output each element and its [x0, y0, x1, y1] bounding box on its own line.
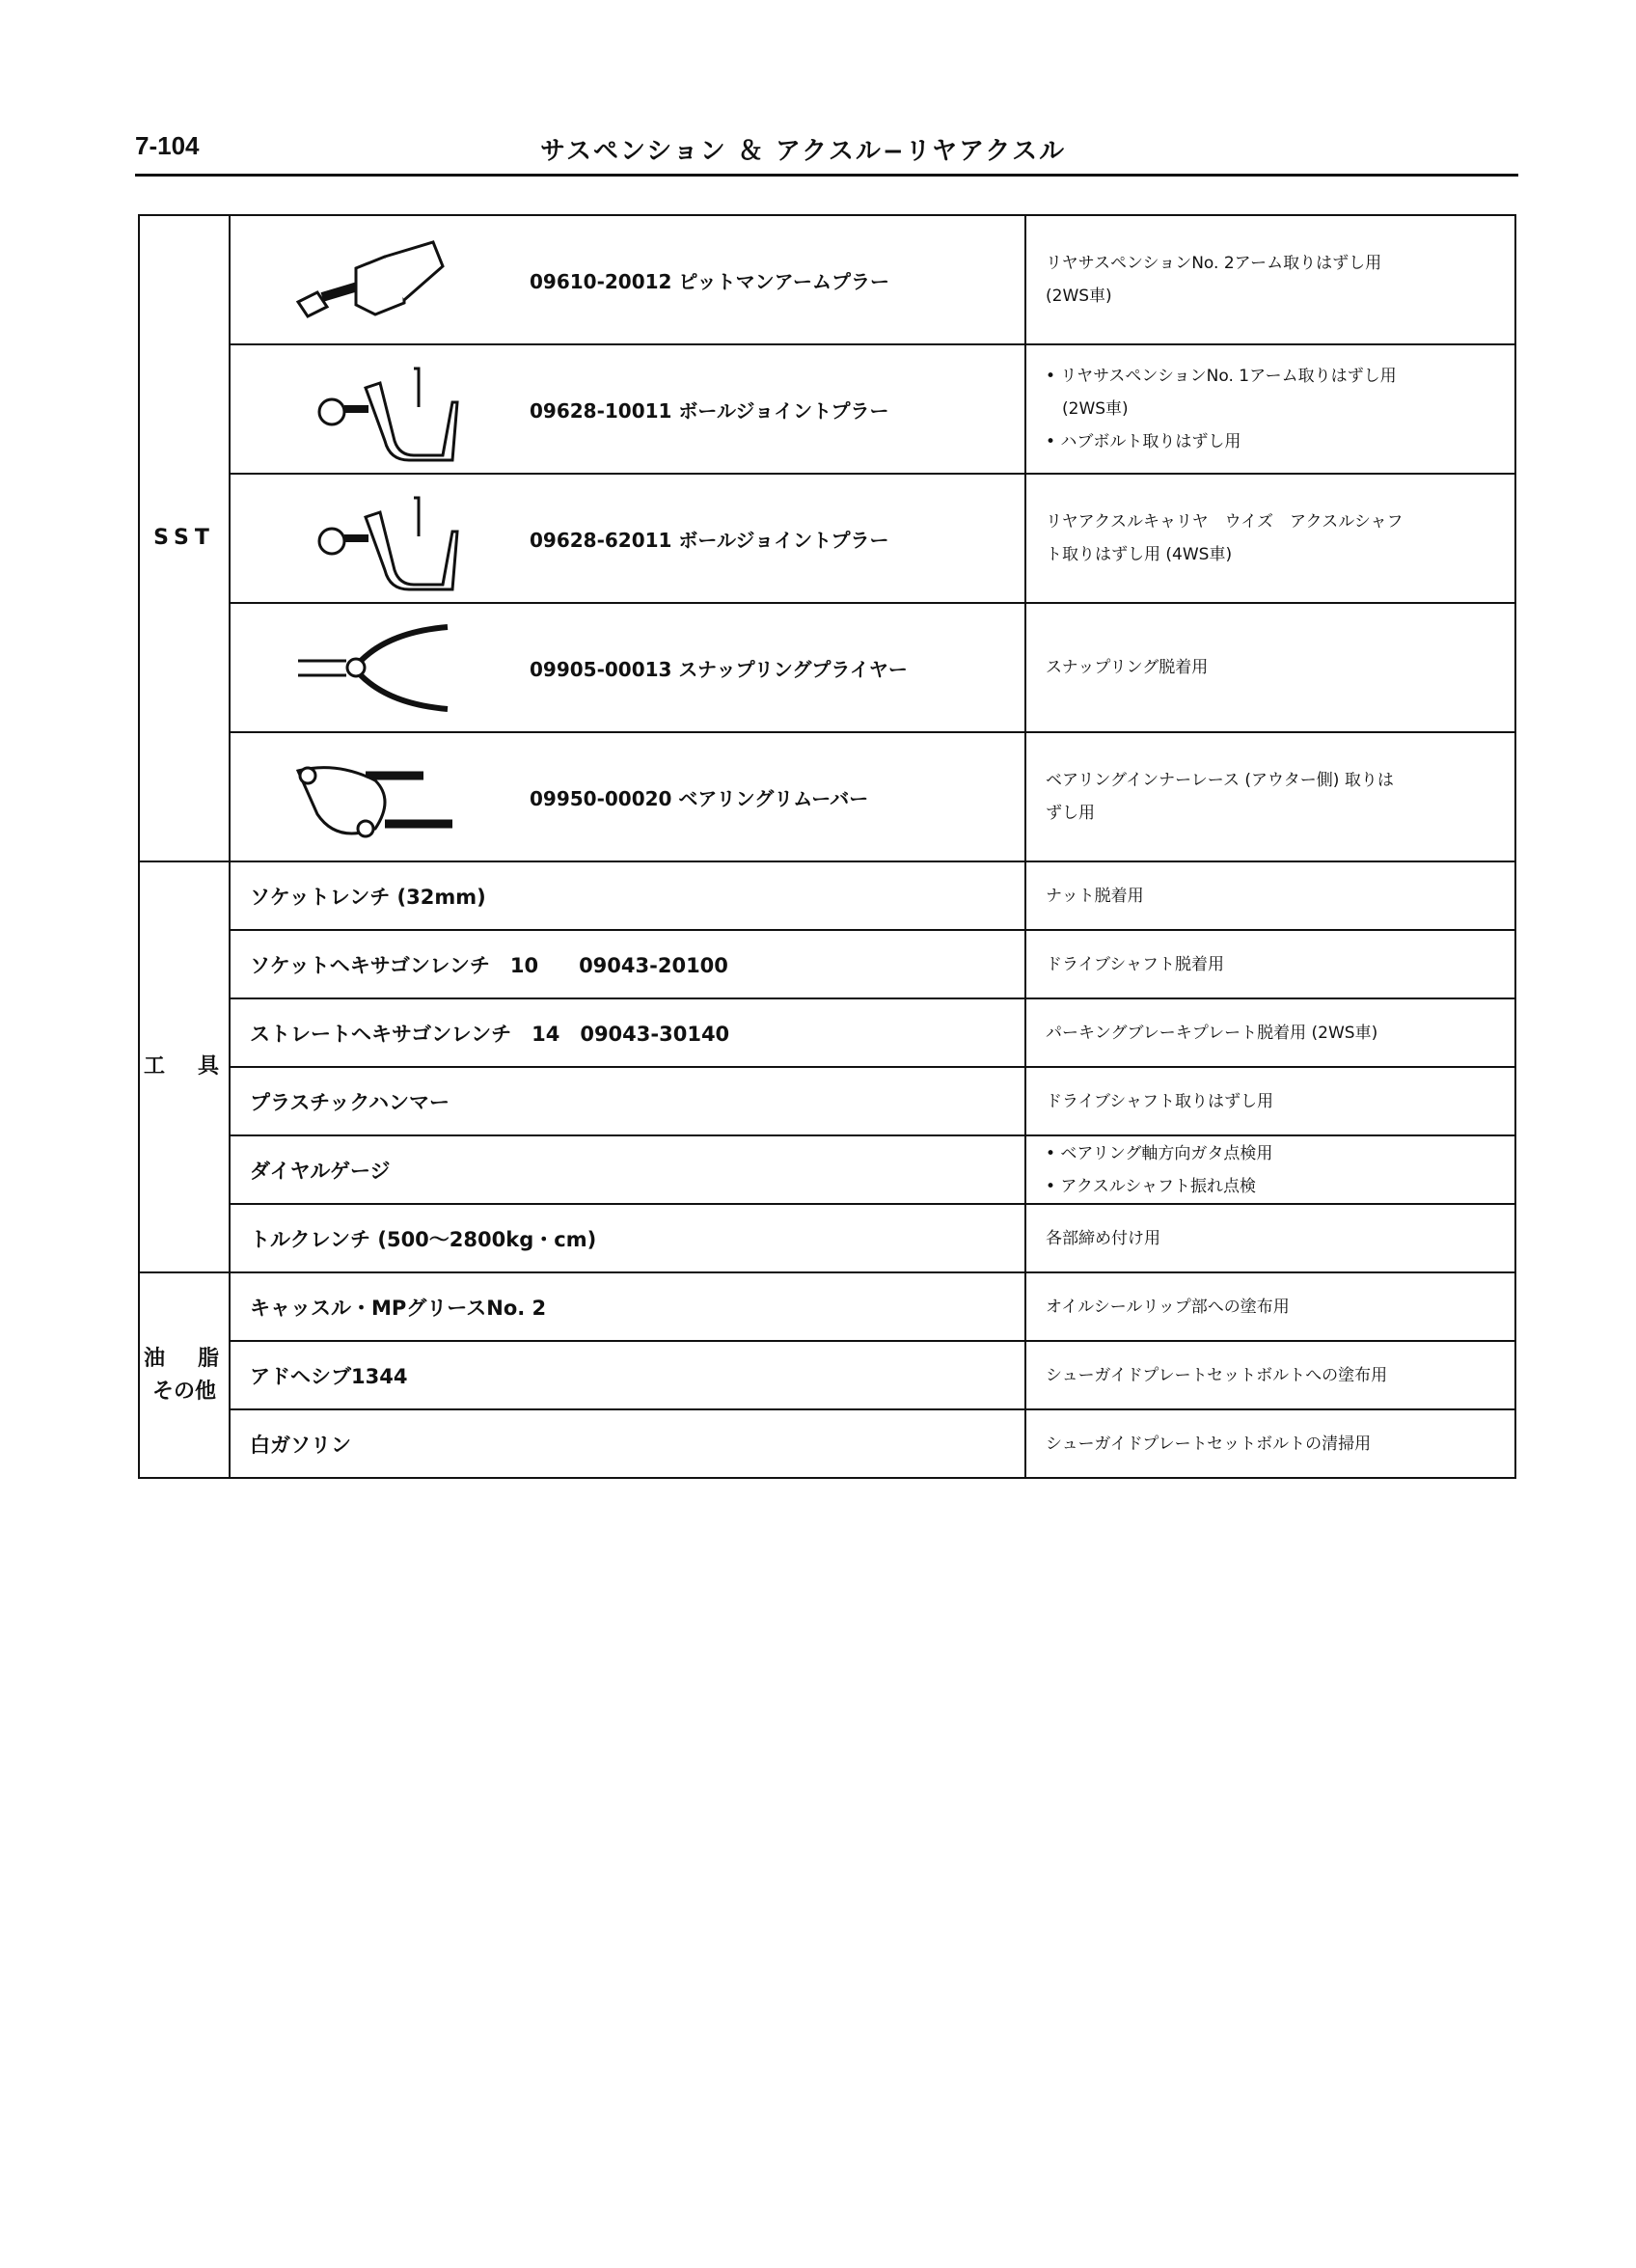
item-cell: [230, 215, 1025, 344]
item-name: アドヘシブ1344: [230, 1341, 1025, 1409]
usage-text: • ハブボルト取りはずし用: [1046, 432, 1241, 451]
table-row: [139, 1272, 1515, 1341]
item-name: ダイヤルゲージ: [230, 1135, 1025, 1204]
usage-cell: [1025, 215, 1515, 344]
item-name: 09610-20012 ピットマンアームプラー: [530, 269, 890, 293]
usage-text: オイルシールリップ部への塗布用: [1046, 1297, 1290, 1317]
item-name: 09628-10011 ボールジョイントプラー: [530, 398, 889, 423]
item-cell: [230, 603, 1025, 732]
item-name: ストレートヘキサゴンレンチ 14 09043-30140: [230, 998, 1025, 1067]
item-name: ソケットヘキサゴンレンチ 10 09043-20100: [230, 930, 1025, 998]
table-row: [139, 1409, 1515, 1478]
usage-cell: [1025, 732, 1515, 861]
pitman-arm-puller-icon: [231, 220, 491, 340]
item-cell: [230, 732, 1025, 861]
category-lubricants: [139, 1272, 230, 1478]
table-row: [139, 732, 1515, 861]
table-row: [139, 1341, 1515, 1409]
page-number: 7-104: [135, 131, 200, 160]
usage-text: シューガイドプレートセットボルトの清掃用: [1046, 1434, 1372, 1454]
usage-cell: [1025, 930, 1515, 998]
usage-text: • アクスルシャフト振れ点検: [1046, 1176, 1256, 1196]
snap-ring-pliers-icon: [231, 608, 491, 727]
table-row: [139, 1067, 1515, 1135]
table-row: [139, 474, 1515, 603]
usage-text: • リヤサスペンションNo. 1アーム取りはずし用: [1046, 367, 1397, 386]
item-name: 09950-00020 ベアリングリムーバー: [530, 786, 869, 810]
category-label: その他: [151, 1379, 216, 1404]
table-row: [139, 998, 1515, 1067]
ball-joint-puller-icon: [231, 349, 491, 469]
table-row: [139, 1204, 1515, 1272]
usage-cell: [1025, 1272, 1515, 1341]
usage-text: ずし用: [1046, 804, 1095, 823]
usage-cell: [1025, 998, 1515, 1067]
item-name: 白ガソリン: [230, 1409, 1025, 1478]
usage-text: (2WS車): [1046, 287, 1112, 306]
usage-text: パーキングブレーキプレート脱着用 (2WS車): [1046, 1023, 1378, 1043]
usage-text: (2WS車): [1046, 399, 1129, 419]
usage-cell: [1025, 1341, 1515, 1409]
usage-cell: [1025, 474, 1515, 603]
item-name: プラスチックハンマー: [230, 1067, 1025, 1135]
bearing-remover-icon: [231, 737, 491, 857]
usage-text: リヤサスペンションNo. 2アーム取りはずし用: [1046, 254, 1382, 273]
usage-text: ナット脱着用: [1046, 886, 1144, 906]
item-cell: [230, 344, 1025, 474]
usage-cell: [1025, 344, 1515, 474]
page-title: サスペンション ＆ アクスル−リヤアクスル: [540, 137, 1067, 166]
usage-text: リヤアクスルキャリヤ ウイズ アクスルシャフ: [1046, 512, 1404, 532]
table-row: [139, 930, 1515, 998]
usage-cell: [1025, 861, 1515, 930]
item-cell: [230, 474, 1025, 603]
category-sst: SST: [139, 215, 230, 861]
ball-joint-puller-icon: [231, 478, 491, 598]
usage-cell: [1025, 1204, 1515, 1272]
tools-table: [138, 214, 1516, 1479]
table-row: [139, 1135, 1515, 1204]
usage-text: • ベアリング軸方向ガタ点検用: [1046, 1143, 1273, 1163]
usage-cell: [1025, 1135, 1515, 1204]
table-row: [139, 603, 1515, 732]
table-row: [139, 861, 1515, 930]
category-label: 油 脂: [143, 1346, 225, 1371]
usage-text: ベアリングインナーレース (アウター側) 取りは: [1046, 771, 1394, 790]
table-row: [139, 215, 1515, 344]
item-name: 09628-62011 ボールジョイントプラー: [530, 528, 889, 552]
usage-text: ドライブシャフト脱着用: [1046, 954, 1224, 974]
item-name: 09905-00013 スナップリングプライヤー: [530, 657, 908, 681]
item-name: トルクレンチ (500〜2800kg・cm): [230, 1204, 1025, 1272]
usage-cell: [1025, 1067, 1515, 1135]
usage-cell: [1025, 1409, 1515, 1478]
usage-text: シューガイドプレートセットボルトへの塗布用: [1046, 1365, 1388, 1385]
item-name: キャッスル・MPグリースNo. 2: [230, 1272, 1025, 1341]
usage-text: ドライブシャフト取りはずし用: [1046, 1091, 1273, 1111]
header-rule: [135, 174, 1518, 177]
table-row: [139, 344, 1515, 474]
usage-text: ト取りはずし用 (4WS車): [1046, 545, 1233, 564]
usage-cell: [1025, 603, 1515, 732]
category-tools: 工 具: [139, 861, 230, 1272]
usage-text: 各部締め付け用: [1046, 1228, 1160, 1248]
item-name: ソケットレンチ (32mm): [230, 861, 1025, 930]
usage-text: スナップリング脱着用: [1046, 658, 1209, 677]
